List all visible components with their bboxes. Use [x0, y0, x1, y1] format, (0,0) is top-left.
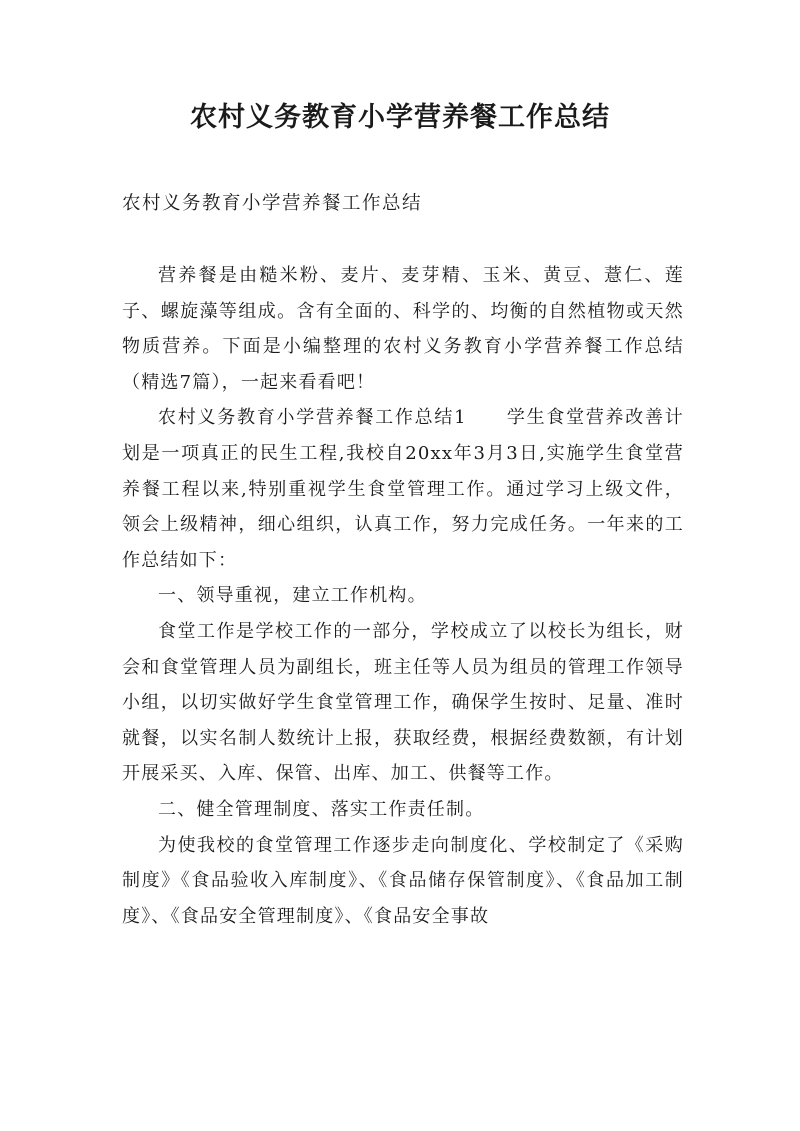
section-heading-2: 二、健全管理制度、落实工作责任制。: [158, 798, 485, 820]
paragraph-section-2: 为使我校的食堂管理工作逐步走向制度化、学校制定了《采购制度》《食品验收入库制度》、《食品储存保管制度》、《食品加工制度》、《食品安全管理制度》、《食品安全事故: [122, 834, 684, 927]
paragraph-section-1: 食堂工作是学校工作的一部分，学校成立了以校长为组长，财会和食堂管理人员为副组长，班主任等人员为组员的管理工作领导小组，以切实做好学生食堂管理工作，确保学生按时、足量、准时就餐，以实名制人数统计上报，获取经费，根据经费数额，有计划开展采买、入库、保管、出库、加工、供餐等工作。: [122, 620, 684, 785]
document-subtitle: 农村义务教育小学营养餐工作总结: [122, 193, 423, 214]
paragraph-summary-1: 农村义务教育小学营养餐工作总结1 学生食堂营养改善计划是一项真正的民生工程,我校自20xx年3月3日,实施学生食堂营养餐工程以来,特别重视学生食堂管理工作。通过学习上级文件，领会上级精神，细心组织，认真工作，努力完成任务。一年来的工作总结如下：: [122, 407, 684, 571]
document-body: [122, 258, 684, 934]
paragraph-intro: 营养餐是由糙米粉、麦片、麦芽精、玉米、黄豆、薏仁、莲子、螺旋藻等组成。含有全面的、科学的、均衡的自然植物或天然物质营养。下面是小编整理的农村义务教育小学营养餐工作总结（精选7篇），一起来看看吧！: [122, 265, 684, 393]
section-heading-1: 一、领导重视，建立工作机构。: [158, 585, 427, 607]
document-title: 农村义务教育小学营养餐工作总结: [190, 102, 610, 133]
